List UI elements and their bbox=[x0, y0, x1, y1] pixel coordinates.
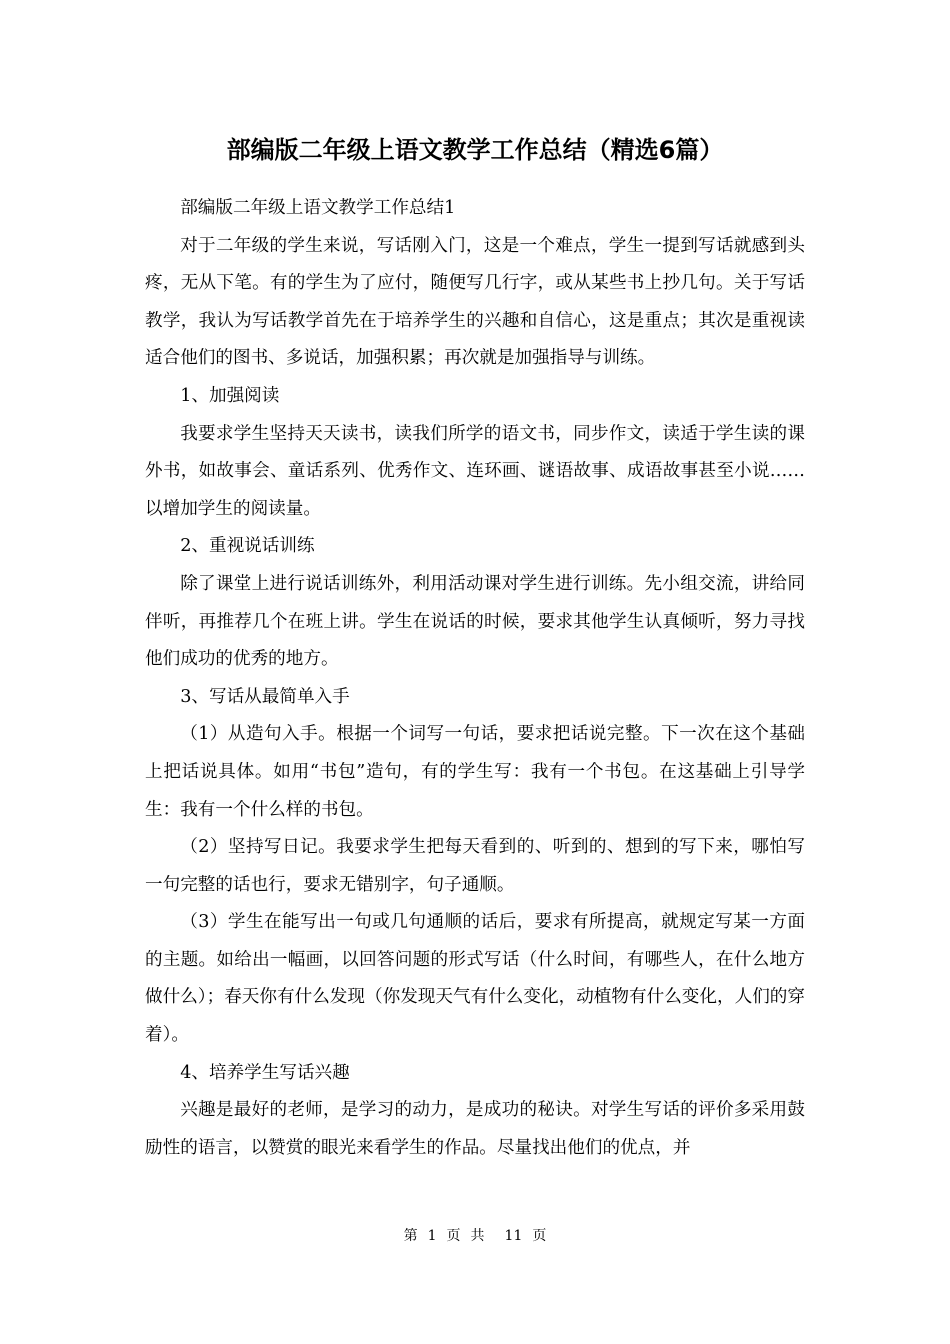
paragraph: （3）学生在能写出一句或几句通顺的话后，要求有所提高，就规定写某一方面的主题。如给出一幅画，以回答问题的形式写话（什么时间，有哪些人，在什么地方做什么）；春天你有什么发现（你发现天气有什么变化，动植物有什么变化，人们的穿着）。 bbox=[145, 912, 805, 1046]
footer-mid: 页共 bbox=[446, 1228, 495, 1244]
document-body bbox=[145, 190, 805, 1167]
paragraph: 兴趣是最好的老师，是学习的动力，是成功的秘诀。对学生写话的评价多采用鼓励性的语言，以赞赏的眼光来看学生的作品。尽量找出他们的优点，并 bbox=[145, 1100, 805, 1158]
paragraph: （2）坚持写日记。我要求学生把每天看到的、听到的、想到的写下来，哪怕写一句完整的话也行，要求无错别字，句子通顺。 bbox=[145, 837, 805, 895]
footer-prefix: 第 bbox=[403, 1228, 418, 1244]
document-title: 部编版二年级上语文教学工作总结（精选6篇） bbox=[226, 136, 724, 164]
footer-suffix: 页 bbox=[532, 1228, 547, 1244]
page-footer bbox=[0, 1224, 950, 1248]
subheading: 1、加强阅读 bbox=[180, 385, 280, 406]
paragraph: 对于二年级的学生来说，写话刚入门，这是一个难点，学生一提到写话就感到头疼，无从下笔。有的学生为了应付，随便写几行字，或从某些书上抄几句。关于写话教学，我认为写话教学首先在于培养学生的兴趣和自信心，这是重点；其次是重视读适合他们的图书、多说话，加强积累；再次就是加强指导与训练。 bbox=[145, 235, 805, 369]
footer-total-pages: 11 bbox=[504, 1228, 523, 1244]
footer-page-number: 1 bbox=[427, 1228, 437, 1244]
paragraph: 我要求学生坚持天天读书，读我们所学的语文书，同步作文，读适于学生读的课外书，如故事会、童话系列、优秀作文、连环画、谜语故事、成语故事甚至小说……以增加学生的阅读量。 bbox=[145, 423, 805, 519]
paragraph: 除了课堂上进行说话训练外，利用活动课对学生进行训练。先小组交流，讲给同伴听，再推荐几个在班上讲。学生在说话的时候，要求其他学生认真倾听，努力寻找他们成功的优秀的地方。 bbox=[145, 573, 805, 670]
subheading: 4、培养学生写话兴趣 bbox=[180, 1062, 350, 1083]
subheading: 3、写话从最简单入手 bbox=[180, 686, 350, 707]
section-heading: 部编版二年级上语文教学工作总结1 bbox=[180, 198, 456, 218]
subheading: 2、重视说话训练 bbox=[180, 536, 315, 557]
paragraph: （1）从造句入手。根据一个词写一句话，要求把话说完整。下一次在这个基础上把话说具体。如用“书包”造句，有的学生写：我有一个书包。在这基础上引导学生：我有一个什么样的书包。 bbox=[145, 724, 805, 820]
